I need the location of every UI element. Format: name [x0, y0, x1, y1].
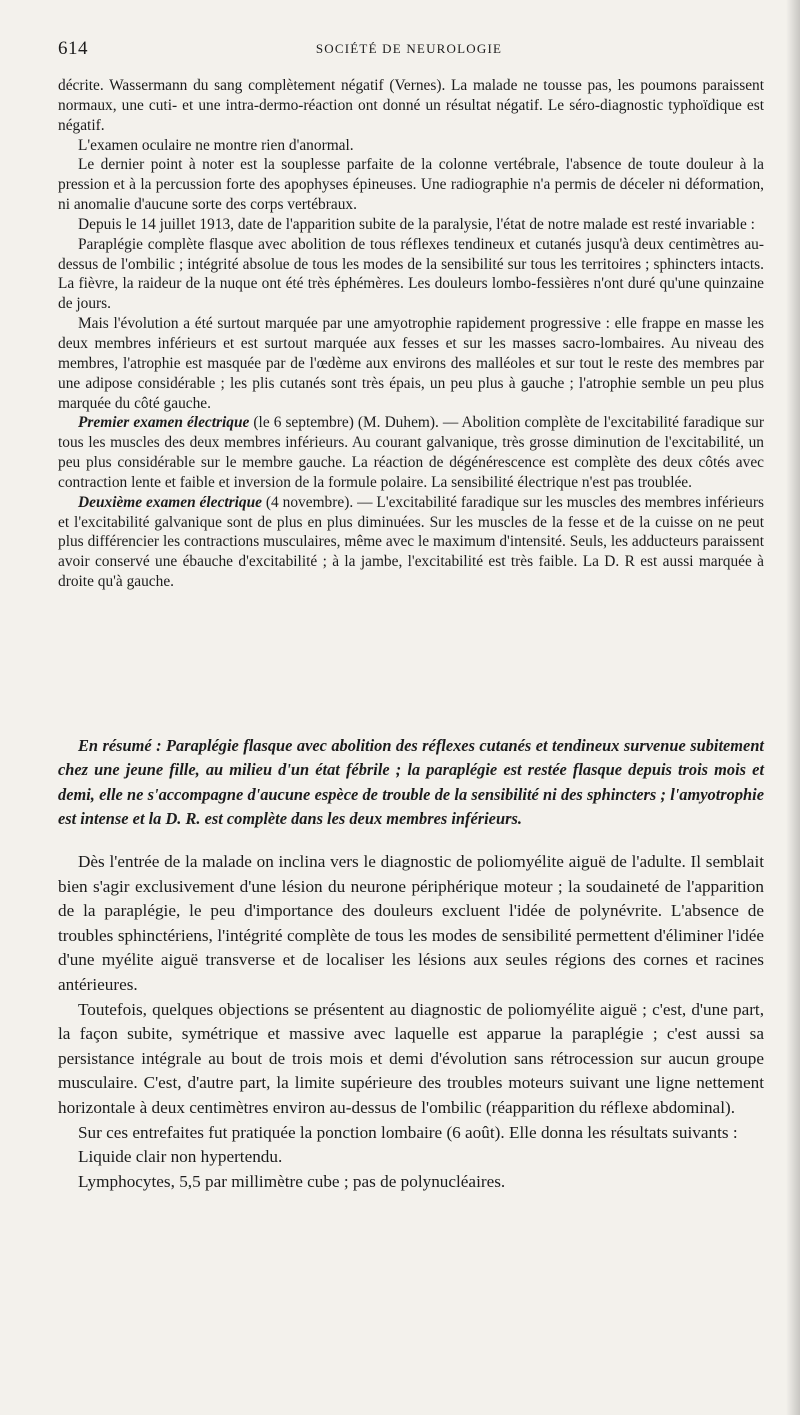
- case-description: [58, 76, 764, 592]
- summary: [58, 734, 764, 831]
- paragraph: Toutefois, quelques objections se présentent au diagnostic de poliomyélite aiguë ; c'est, d'une part, la façon subite, symétrique et massive avec laquelle est apparue la paraplégie ; c'est aussi sa persistance intégrale au bout de trois mois et demi d'évolution sans rétrocession sur aucun groupe musculaire. C'est, d'autre part, la limite supérieure des troubles moteurs suivant une ligne nettement horizontale à deux centimètres environ au-dessus de l'ombilic (réapparition du réflexe abdominal).: [58, 999, 764, 1117]
- exam-label: Premier examen électrique: [78, 414, 250, 432]
- paragraph: Lymphocytes, 5,5 par millimètre cube ; pas de polynucléaires.: [78, 1171, 506, 1191]
- exam-text: (le 6 septembre) (M. Duhem). — Abolition complète de l'excitabilité faradique sur tous les muscles des deux membres inférieurs. Au courant galvanique, très grosse diminution de l'excitabilité, un peu plus considérable sur le membre gauche. La réaction de dégénérescence est complète des deux côtés avec contraction lente et faible et inversion de la formule polaire. La sensibilité électrique n'est pas troublée.: [58, 414, 764, 491]
- paragraph: Liquide clair non hypertendu.: [78, 1147, 283, 1167]
- exam-text: (4 novembre). — L'excitabilité faradique sur les muscles des membres inférieurs et l'excitabilité galvanique sont de plus en plus diminuées. Sur les muscles de la fesse et de la cuisse on ne peut plus différencier les contractions musculaires, même avec le maximum d'intensité. Seuls, les adducteurs paraissent avoir conservé une ébauche d'excitabilité ; à la jambe, l'excitabilité est très faible. La D. R est aussi marquée à droite qu'à gauche.: [58, 493, 764, 591]
- page-number: 614: [58, 38, 88, 59]
- first-electrical-exam: [58, 413, 764, 492]
- paragraph: Sur ces entrefaites fut pratiquée la ponction lombaire (6 août). Elle donna les résultats suivants :: [78, 1122, 738, 1142]
- exam-label: Deuxième examen électrique: [78, 493, 262, 511]
- paragraph: décrite. Wassermann du sang complètement négatif (Vernes). La malade ne tousse pas, les poumons paraissent normaux, une cuti- et une intra-dermo-réaction ont donné un résultat négatif. Le séro-diagnostic typhoïdique est négatif.: [58, 77, 764, 134]
- summary-paragraph: En résumé : Paraplégie flasque avec abolition des réflexes cutanés et tendineux survenue subitement chez une jeune fille, au milieu d'un état fébrile ; la paraplégie est restée flasque depuis trois mois et demi, elle ne s'accompagne d'aucune espèce de trouble de la sensibilité ni des sphincters ; l'amyotrophie est intense et la D. R. est complète dans les deux membres inférieurs.: [58, 736, 764, 828]
- scan-edge-shadow: [786, 0, 800, 1415]
- paragraph: Dès l'entrée de la malade on inclina vers le diagnostic de poliomyélite aiguë de l'adulte. Il semblait bien s'agir exclusivement d'une lésion du neurone périphérique moteur ; la soudaineté de l'apparition de la paraplégie, le peu d'importance des douleurs excluent l'idée de polynévrite. L'absence de troubles sphinctériens, l'intégrité complète de tous les modes de sensibilité permettent d'éliminer l'idée d'une myélite aiguë transverse et de localiser les lésions aux seules régions des cornes et racines antérieures.: [58, 852, 764, 994]
- page-header: [58, 38, 760, 62]
- second-electrical-exam: [58, 493, 764, 592]
- paragraph: Depuis le 14 juillet 1913, date de l'apparition subite de la paralysie, l'état de notre malade est resté invariable :: [78, 215, 755, 233]
- paragraph: Le dernier point à noter est la souplesse parfaite de la colonne vertébrale, l'absence de toute douleur à la pression et à la percussion forte des apophyses épineuses. Une radiographie n'a permis de déceler ni déformation, ni anomalie d'aucune sorte des corps vertébraux.: [58, 156, 764, 214]
- paragraph: Paraplégie complète flasque avec abolition de tous réflexes tendineux et cutanés jusqu'à deux centimètres au-dessus de l'ombilic ; intégrité absolue de tous les modes de la sensibilité sur tous les territoires ; sphincters intacts. La fièvre, la raideur de la nuque ont été très éphémères. Les douleurs lombo-fessières n'ont duré qu'une quinzaine de jours.: [58, 235, 764, 313]
- paragraph: Mais l'évolution a été surtout marquée par une amyotrophie rapidement progressive : elle frappe en masse les deux membres inférieurs et est surtout marquée aux fesses et sur les masses sacro-lombaires. Au niveau des membres, l'atrophie est masquée par de l'œdème aux environs des malléoles et sur tout le reste des membres par une adipose considérable ; les plis cutanés sont très épais, un peu plus à gauche ; l'atrophie semble un peu plus marquée du côté gauche.: [58, 315, 764, 412]
- discussion: [58, 850, 764, 1194]
- paragraph: L'examen oculaire ne montre rien d'anormal.: [78, 136, 354, 154]
- running-title: SOCIÉTÉ DE NEUROLOGIE: [315, 41, 503, 56]
